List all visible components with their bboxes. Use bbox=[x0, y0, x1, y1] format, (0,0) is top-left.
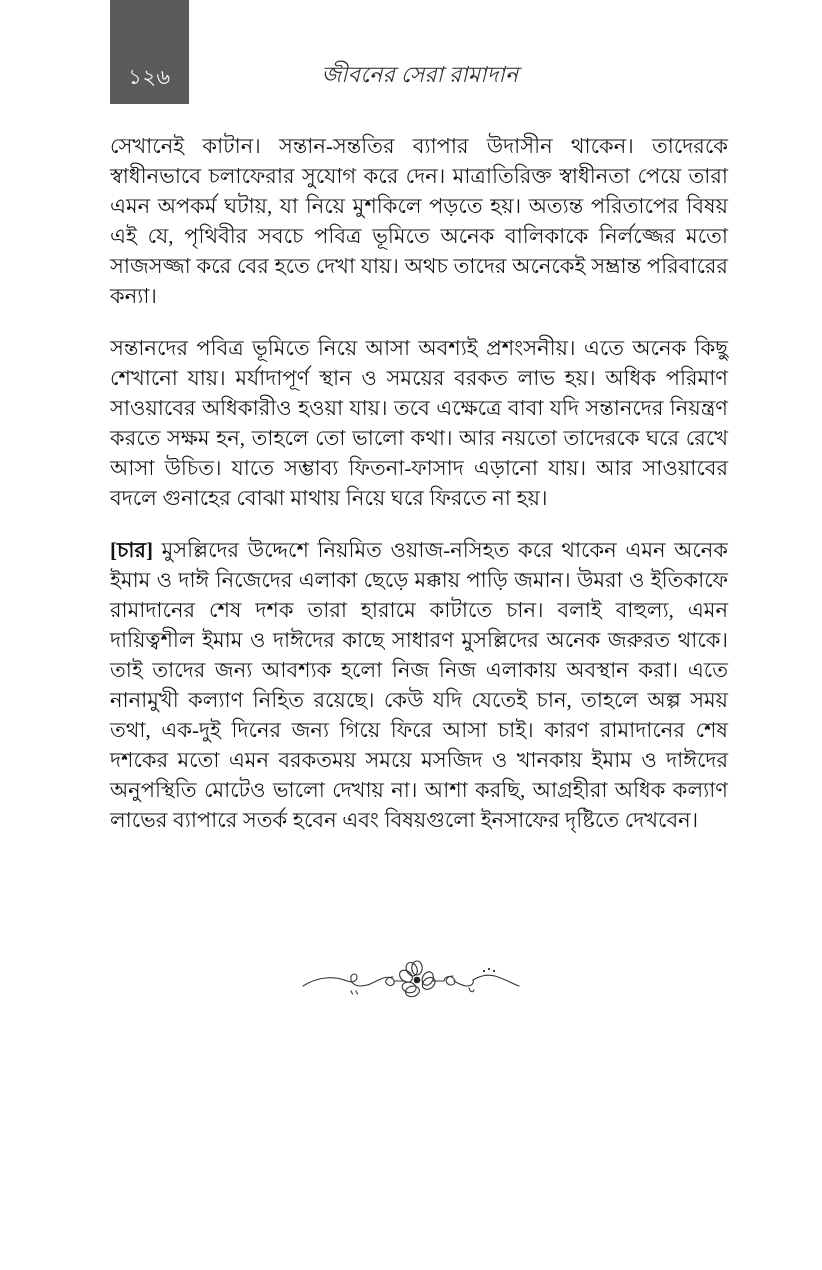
paragraph-marker: [চার] bbox=[110, 538, 153, 562]
page-number: ১২৬ bbox=[128, 66, 171, 89]
floral-divider-icon bbox=[301, 948, 521, 1008]
paragraph-text: সন্তানদের পবিত্র ভূমিতে নিয়ে আসা অবশ্যই প্রশংসনীয়। এতে অনেক কিছু শেখানো যায়। মর্যাদাপূর্ণ স্থান ও সময়ের বরকত লাভ হয়। অধিক পরিমাণ সাওয়াবের অধিকারীও হওয়া যায়। তবে এক্ষেত্রে বাবা যদি সন্তানদের নিয়ন্ত্রণ করতে সক্ষম হন, তাহলে তো ভালো কথা। আর নয়তো তাদেরকে ঘরে রেখে আসা উচিত। যাতে সম্ভাব্য ফিতনা-ফাসাদ এড়ানো যায়। আর সাওয়াবের বদলে গুনাহের বোঝা মাথায় নিয়ে ঘরে ফিরতে না হয়। bbox=[110, 336, 728, 510]
page-header bbox=[0, 0, 822, 104]
body-paragraph bbox=[110, 535, 728, 835]
running-title: জীবনের সেরা রামাদান bbox=[321, 62, 519, 87]
body-text-column bbox=[110, 131, 728, 835]
body-paragraph bbox=[110, 333, 728, 513]
ornament-divider bbox=[301, 948, 521, 1008]
paragraph-text: সেখানেই কাটান। সন্তান-সন্ততির ব্যাপার উদাসীন থাকেন। তাদেরকে স্বাধীনভাবে চলাফেরার সুযোগ করে দেন। মাত্রাতিরিক্ত স্বাধীনতা পেয়ে তারা এমন অপকর্ম ঘটায়, যা নিয়ে মুশকিলে পড়তে হয়। অত্যন্ত পরিতাপের বিষয় এই যে, পৃথিবীর সবচে পবিত্র ভূমিতে অনেক বালিকাকে নির্লজ্জের মতো সাজসজ্জা করে বের হতে দেখা যায়। অথচ তাদের অনেকেই সম্ভ্রান্ত পরিবারের কন্যা। bbox=[110, 134, 728, 308]
body-paragraph bbox=[110, 131, 728, 311]
folio-box bbox=[110, 0, 189, 104]
paragraph-text: মুসল্লিদের উদ্দেশে নিয়মিত ওয়াজ-নসিহত করে থাকেন এমন অনেক ইমাম ও দাঈ নিজেদের এলাকা ছেড়ে মক্কায় পাড়ি জমান। উমরা ও ইতিকাফে রামাদানের শেষ দশক তারা হারামে কাটাতে চান। বলাই বাহুল্য, এমন দায়িত্বশীল ইমাম ও দাঈদের কাছে সাধারণ মুসল্লিদের অনেক জরুরত থাকে। তাই তাদের জন্য আবশ্যক হলো নিজ নিজ এলাকায় অবস্থান করা। এতে নানামুখী কল্যাণ নিহিত রয়েছে। কেউ যদি যেতেই চান, তাহলে অল্প সময় তথা, এক-দুই দিনের জন্য গিয়ে ফিরে আসা চাই। কারণ রামাদানের শেষ দশকের মতো এমন বরকতময় সময়ে মসজিদ ও খানকায় ইমাম ও দাঈদের অনুপস্থিতি মোটেও ভালো দেখায় না। আশা করছি, আগ্রহীরা অধিক কল্যাণ লাভের ব্যাপারে সতর্ক হবেন এবং বিষয়গুলো ইনসাফের দৃষ্টিতে দেখবেন। bbox=[110, 538, 728, 832]
